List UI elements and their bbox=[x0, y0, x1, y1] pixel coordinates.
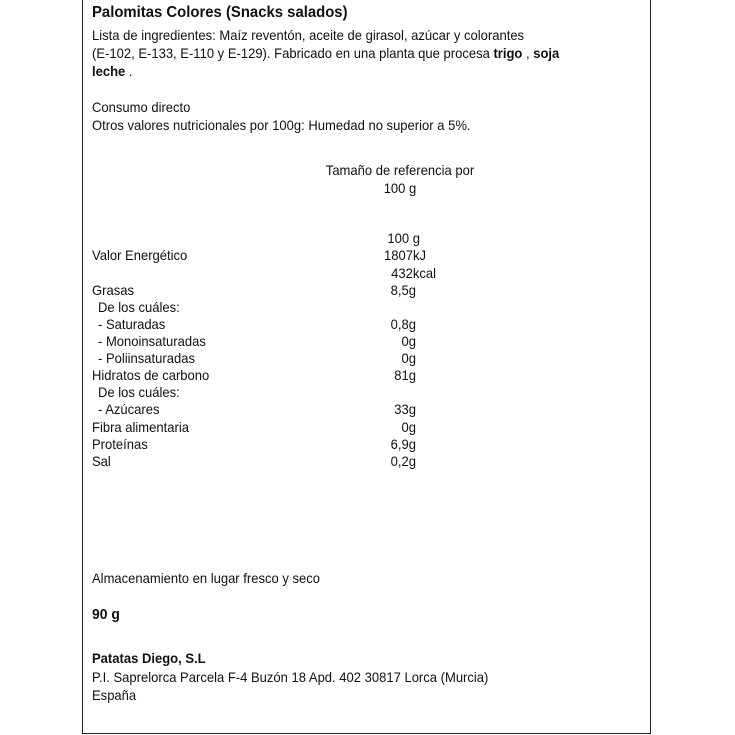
nutrient-label: De los cuáles: bbox=[98, 384, 180, 400]
nutrient-value: 0,8g bbox=[390, 316, 416, 332]
allergen-trigo: trigo bbox=[493, 45, 523, 61]
net-weight: 90 g bbox=[92, 606, 120, 623]
nutrient-label: De los cuáles: bbox=[98, 299, 180, 315]
separator-comma: , bbox=[522, 45, 530, 61]
ingredients-line-3 bbox=[92, 63, 133, 80]
nutrient-value: 0g bbox=[401, 419, 416, 435]
company-name: Patatas Diego, S.L bbox=[92, 650, 206, 666]
nutrient-label: Proteínas bbox=[92, 436, 148, 452]
product-title: Palomitas Colores (Snacks salados) bbox=[92, 4, 348, 21]
nutrient-label: Grasas bbox=[92, 282, 134, 298]
nutrient-value: 0,2g bbox=[390, 453, 416, 469]
other-values-text: Otros valores nutricionales por 100g: Humedad no superior a 5%. bbox=[92, 117, 471, 133]
nutrient-value: 0g bbox=[401, 350, 416, 366]
allergen-soja: soja bbox=[533, 45, 560, 61]
usage-text: Consumo directo bbox=[92, 99, 191, 115]
ingredients-text: (E-102, E-133, E-110 y E-129). Fabricado en una planta que procesa bbox=[92, 45, 490, 61]
reference-size-line-2: 100 g bbox=[383, 180, 417, 196]
nutrient-label: - Monoinsaturadas bbox=[98, 333, 206, 349]
nutrient-label: Sal bbox=[92, 453, 111, 469]
nutrient-value: 8,5g bbox=[390, 282, 416, 298]
ingredients-line-1: Lista de ingredientes: Maíz reventón, aceite de girasol, azúcar y colorantes bbox=[92, 27, 525, 43]
company-address: P.I. Saprelorca Parcela F-4 Buzón 18 Apd. 402 30817 Lorca (Murcia) bbox=[92, 669, 489, 685]
nutrient-value: 81g bbox=[394, 367, 416, 383]
nutrient-value: 33g bbox=[394, 401, 416, 417]
allergen-leche: leche bbox=[92, 63, 126, 79]
nutrient-label: Fibra alimentaria bbox=[92, 419, 189, 435]
energy-label: Valor Energético bbox=[92, 247, 188, 263]
energy-kj-value: 1807kJ bbox=[384, 247, 426, 263]
reference-size-line-1: Tamaño de referencia por bbox=[325, 162, 475, 178]
nutrient-label: - Saturadas bbox=[98, 316, 166, 332]
ingredients-line-2 bbox=[92, 45, 559, 62]
column-header: 100 g bbox=[387, 230, 420, 246]
company-country: España bbox=[92, 687, 137, 703]
ingredients-end: . bbox=[125, 63, 133, 79]
nutrient-label: - Poliinsaturadas bbox=[98, 350, 195, 366]
nutrient-label: - Azúcares bbox=[98, 401, 160, 417]
nutrient-value: 0g bbox=[401, 333, 416, 349]
nutrient-label: Hidratos de carbono bbox=[92, 367, 210, 383]
nutrient-value: 6,9g bbox=[390, 436, 416, 452]
energy-kcal-value: 432kcal bbox=[391, 265, 436, 281]
storage-text: Almacenamiento en lugar fresco y seco bbox=[92, 570, 320, 586]
